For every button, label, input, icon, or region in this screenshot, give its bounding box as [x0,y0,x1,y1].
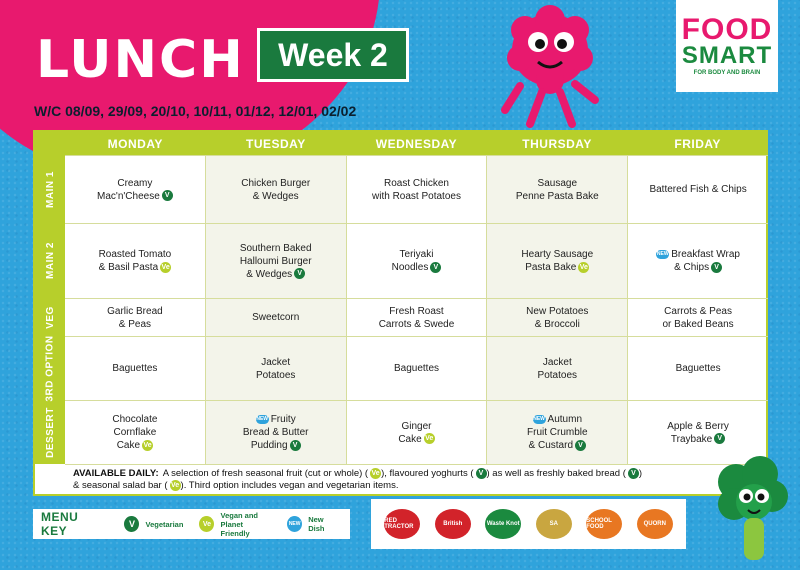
menu-cell [486,299,627,336]
logo-tagline: FOR BODY AND BRAIN [693,70,761,76]
dish-name: Baguettes [393,363,440,374]
new-dish-icon: NEW [256,415,269,422]
row-label-main-1: MAIN 1 [44,170,56,208]
vegan-icon: Ve [199,516,214,532]
day-header: TUESDAY [246,136,306,151]
menu-cell [346,224,487,298]
available-text: ) [638,468,643,480]
day-header: THURSDAY [522,136,592,151]
vegan-icon: Ve [161,263,170,271]
new-dish-icon: NEW [287,516,302,532]
menu-row [65,336,768,400]
broccoli-mascot-icon [712,456,790,564]
partner-logo: SCHOOL FOOD [586,509,622,539]
menu-key-title: MENU KEY [41,510,79,538]
dish-name: Roast Chicken with Roast Potatoes [372,177,461,202]
vegan-icon: Ve [170,480,181,491]
menu-table [33,130,768,496]
menu-cell [205,224,346,298]
partner-logo: British [435,509,471,539]
logo-line-1: FOOD [681,13,773,46]
dish-name: Sweetcorn [252,312,300,323]
vegetarian-icon: V [476,468,487,479]
vegetarian-label: Vegetarian [145,519,184,529]
dish-name: Creamy Mac'n'Cheese [97,177,160,202]
dish-name: Garlic Bread & Peas [107,305,163,330]
dish-name: Battered Fish & Chips [649,184,747,195]
menu-cell [205,337,346,400]
available-daily [65,464,768,496]
dish-name: Breakfast Wrap & Chips [671,249,740,273]
vegetarian-icon: V [714,433,725,444]
menu-cell [205,401,346,464]
menu-cell [205,299,346,336]
vegan-label: Vegan and Planet Friendly [220,510,258,538]
menu-cell [65,299,205,336]
menu-cell [346,299,487,336]
menu-row [65,223,768,298]
dish-name: Teriyaki Noodles [391,249,434,273]
menu-cell [486,337,627,400]
logo-line-2: SMART [681,42,773,69]
menu-cell [486,224,627,298]
vegetarian-icon: V [430,262,441,273]
vegan-icon: Ve [370,468,381,479]
menu-cell [65,401,205,464]
partner-logos [371,499,686,549]
new-dish-label: New Dish [308,515,325,533]
row-label-main-2: MAIN 2 [44,242,56,279]
dish-name: Autumn Fruit Crumble & Custard [527,414,588,451]
vegetarian-icon: V [162,190,173,201]
available-text: & seasonal salad bar ( [73,480,168,492]
menu-cell [205,156,346,223]
available-text: A selection of fresh seasonal fruit (cut or whole) ( [162,468,369,480]
menu-cell [627,156,768,223]
partner-logo: RED TRACTOR [384,509,420,539]
row-label-veg: VEG [44,305,56,329]
available-daily-label: AVAILABLE DAILY: [73,468,159,480]
dish-name: Ginger Cake [398,420,432,445]
new-dish-icon: NEW [656,250,669,257]
week-badge: Week 2 [257,28,409,82]
dish-name: Baguettes [112,363,158,374]
vegan-icon: Ve [425,435,434,443]
new-dish-icon: NEW [533,415,545,422]
row-label-column [35,132,65,464]
vegan-icon: Ve [579,263,588,271]
menu-key [33,509,350,539]
dish-name: Hearty Sausage Pasta Bake [521,249,594,273]
dish-name: Southern Baked Halloumi Burger & Wedges [239,242,312,280]
dish-name: Roasted Tomato & Basil Pasta [98,249,172,273]
dish-name: Apple & Berry Traybake [667,420,729,445]
dish-name: Carrots & Peas or Baked Beans [662,305,734,330]
menu-cell [65,156,205,223]
menu-cell [627,299,768,336]
menu-cell [65,337,205,400]
row-label-dessert: DESSERT [44,406,56,458]
vegan-icon: Ve [143,441,152,449]
row-label-3rd-option: 3RD OPTION [44,334,56,402]
vegetarian-icon: V [124,516,139,532]
week-commencing-dates: W/C 08/09, 29/09, 20/10, 10/11, 01/12, 12/01, 02/02 [34,103,357,119]
partner-logo: SA [536,509,572,539]
menu-row [65,155,768,223]
menu-cell [486,156,627,223]
dish-name: Baguettes [675,363,721,374]
day-header: MONDAY [107,136,163,151]
menu-cell [627,337,768,400]
day-header: WEDNESDAY [375,136,458,151]
menu-cell [486,401,627,464]
dish-name: Sausage Penne Pasta Bake [515,177,599,202]
dish-name: Jacket Potatoes [537,356,578,381]
menu-cell [346,401,487,464]
vegetarian-icon: V [290,440,301,451]
vegetarian-icon: V [294,268,305,279]
dish-name: Jacket Potatoes [255,356,296,381]
partner-logo: QUORN [637,509,673,539]
berry-mascot-icon [480,0,620,130]
menu-cell [627,224,768,298]
vegetarian-icon: V [628,468,639,479]
available-text: ). Third option includes vegan and vegetarian items. [180,480,399,492]
menu-cell [346,156,487,223]
menu-cell [627,401,768,464]
partner-logo: Waste Knot [485,509,521,539]
vegetarian-icon: V [575,440,586,451]
page-title: LUNCH [36,30,245,90]
available-text: ) as well as freshly baked bread ( [486,468,626,480]
menu-cell [346,337,487,400]
dish-name: Chocolate Cornflake Cake [112,414,158,451]
dish-name: Fruity Bread & Butter Pudding [242,414,309,451]
dish-name: Fresh Roast Carrots & Swede [378,305,455,330]
food-smart-logo [676,0,778,92]
dish-name: Chicken Burger & Wedges [241,177,311,202]
menu-row [65,298,768,336]
available-text: ), flavoured yoghurts ( [381,468,474,480]
menu-cell [65,224,205,298]
day-header-row [65,132,768,155]
day-header: FRIDAY [674,136,721,151]
vegetarian-icon: V [711,262,722,273]
menu-row [65,400,768,464]
dish-name: New Potatoes & Broccoli [526,305,589,330]
